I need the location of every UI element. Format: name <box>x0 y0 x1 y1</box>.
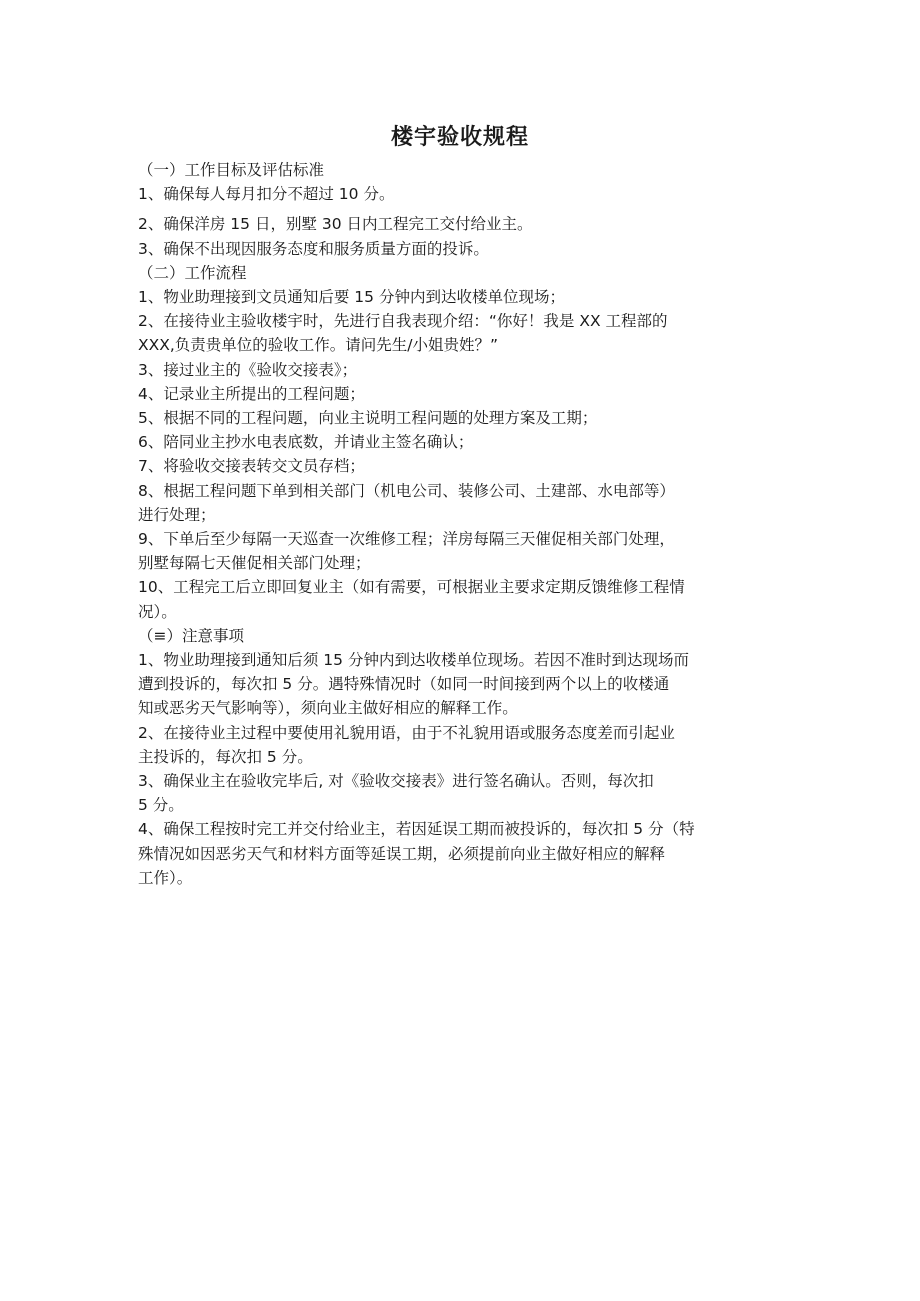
document-body <box>138 158 788 890</box>
section-heading-3: （≡）注意事项 <box>138 626 244 645</box>
paragraph-line: 5、根据不同的工程问题，向业主说明工程问题的处理方案及工期； <box>138 409 598 428</box>
section-heading-1: （一）工作目标及评估标准 <box>138 161 325 179</box>
paragraph-line: 9、下单后至少每隔一天巡查一次维修工程；洋房每隔三天催促相关部门处理， <box>138 530 675 549</box>
paragraph-line: 1、确保每人每月扣分不超过 10 分。 <box>138 185 395 204</box>
section-heading-2: （二）工作流程 <box>138 263 247 282</box>
paragraph-line: 2、在接待业主过程中要使用礼貌用语，由于不礼貌用语或服务态度差而引起业 <box>138 723 675 742</box>
paragraph-line: 3、确保业主在验收完毕后, 对《验收交接表》进行签名确认。否则，每次扣 <box>138 772 654 791</box>
paragraph-line: 3、确保不出现因服务态度和服务质量方面的投诉。 <box>138 239 489 258</box>
paragraph-line: 工作）。 <box>138 868 193 887</box>
paragraph-line: 3、接过业主的《验收交接表》； <box>138 360 358 379</box>
paragraph-line: 4、记录业主所提出的工程问题； <box>138 384 365 403</box>
paragraph-line: 8、根据工程问题下单到相关部门（机电公司、装修公司、土建部、水电部等） <box>138 481 675 500</box>
document-title: 楼宇验收规程 <box>390 125 529 150</box>
paragraph-line: 遭到投诉的，每次扣 5 分。遇特殊情况时（如同一时间接到两个以上的收楼通 <box>138 675 670 694</box>
paragraph-line: 5 分。 <box>138 796 184 815</box>
paragraph-line: 知或恶劣天气影响等），须向业主做好相应的解释工作。 <box>138 699 518 718</box>
paragraph-line: 1、物业助理接到通知后须 15 分钟内到达收楼单位现场。若因不准时到达现场而 <box>138 651 689 670</box>
paragraph-line: 1、物业助理接到文员通知后要 15 分钟内到达收楼单位现场； <box>138 288 565 307</box>
paragraph-line: 6、陪同业主抄水电表底数，并请业主签名确认； <box>138 433 474 452</box>
paragraph-line: 进行处理； <box>138 505 216 524</box>
paragraph-line: 况）。 <box>138 602 177 621</box>
paragraph-line: XXX,负责贵单位的验收工作。请问先生/小姐贵姓？” <box>138 336 499 355</box>
paragraph-line: 殊情况如因恶劣天气和材料方面等延误工期，必须提前向业主做好相应的解释 <box>138 844 666 863</box>
paragraph-line: 10、工程完工后立即回复业主（如有需要，可根据业主要求定期反馈维修工程情 <box>138 578 685 597</box>
paragraph-line: 主投诉的，每次扣 5 分。 <box>138 747 313 766</box>
paragraph-line: 4、确保工程按时完工并交付给业主，若因延误工期而被投诉的，每次扣 5 分（特 <box>138 820 695 839</box>
paragraph-line: 2、确保洋房 15 日，别墅 30 日内工程完工交付给业主。 <box>138 215 533 234</box>
paragraph-line: 7、将验收交接表转交文员存档； <box>138 457 365 476</box>
paragraph-line: 2、在接待业主验收楼宇时，先进行自我表现介绍：“你好！我是 XX 工程部的 <box>138 312 668 331</box>
paragraph-line: 别墅每隔七天催促相关部门处理； <box>138 554 371 573</box>
